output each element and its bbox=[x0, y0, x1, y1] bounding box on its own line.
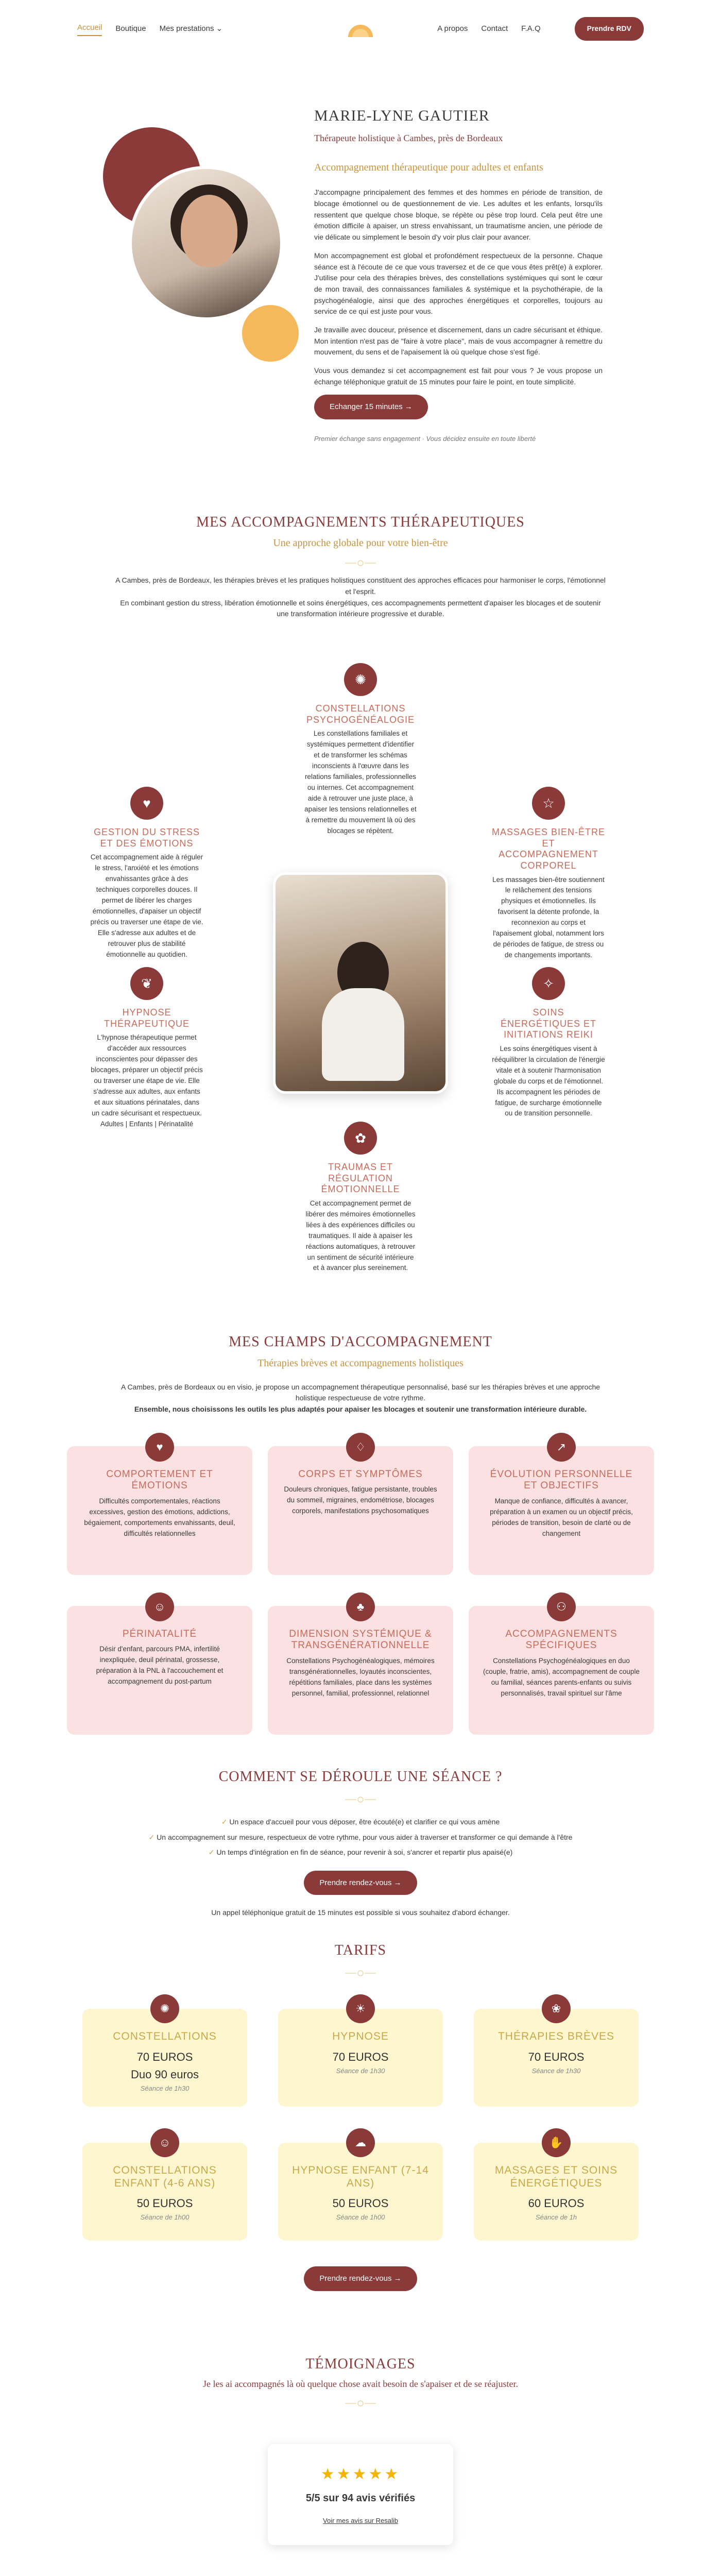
main-nav-left bbox=[77, 22, 222, 36]
sun-icon: ☀ bbox=[346, 1994, 375, 2023]
portrait-photo bbox=[129, 166, 283, 320]
header-rdv-button[interactable]: Prendre RDV bbox=[575, 17, 644, 41]
seance-section bbox=[0, 1735, 721, 1919]
tarif-card bbox=[278, 2136, 443, 2241]
tarif-duration: Séance de 1h00 bbox=[140, 2213, 190, 2221]
seance-steps bbox=[67, 1817, 654, 1858]
acc-card-text: Les constellations familiales et systémiques permettent d'identifier et de transformer les schémas inconscients à l'œuvre dans les relations familiales, professionnelles ou internes. Cet accompagnement aide à retrouver une juste place, à apaiser les tensions relationnelles et à remettre du mouvement là où des blocages se répètent. bbox=[304, 730, 417, 835]
nav-about[interactable]: A propos bbox=[437, 24, 468, 33]
child-icon: ☺ bbox=[150, 2128, 179, 2157]
acc-title: MES ACCOMPAGNEMENTS THÉRAPEUTIQUES bbox=[196, 514, 525, 530]
champ-title: CORPS ET SYMPTÔMES bbox=[298, 1468, 423, 1480]
tarif-duration: Séance de 1h00 bbox=[336, 2213, 385, 2221]
seance-step: ✓ Un accompagnement sur mesure, respectueux de votre rythme, pour vous aider à traverser et transformer ce qui demande à l'être bbox=[67, 1832, 654, 1843]
acc-intro-1: A Cambes, près de Bordeaux, les thérapies brèves et les pratiques holistiques constituent des approches efficaces pour harmoniser le corps, l'émotionnel et l'esprit. bbox=[115, 576, 606, 596]
rating-stars: ★★★★★ bbox=[320, 2465, 401, 2483]
nav-services[interactable] bbox=[160, 23, 223, 35]
hero-paragraph-1: J'accompagne principalement des femmes et des hommes en période de transition, de blocage émotionnel ou de questionnement de vie. Les adultes et les enfants, lorsqu'ils ressentent que quelque chose bloque, se répète ou pèse trop lourd. Cela peut être une émotion difficile à apaiser, un stress envahissant, un traumatisme ancien, une période de vie délicate ou simplement le besoin d'y voir plus clair pour avancer. bbox=[314, 188, 603, 242]
tarif-extra: Duo 90 euros bbox=[130, 2067, 199, 2081]
tarif-name: THÉRAPIES BRÈVES bbox=[497, 2030, 615, 2043]
tarif-card bbox=[278, 2002, 443, 2107]
acc-card-text: Les soins énergétiques visent à rééquilibrer la circulation de l'énergie vitale et à soutenir l'harmonisation globale du corps et de l'émotionnel. Ils accompagnent les périodes de fatigue, de surcharge émotionnelle ou de transition personnelle. bbox=[492, 1044, 605, 1117]
seance-step: ✓ Un espace d'accueil pour vous déposer, être écouté(e) et clarifier ce qui vous amène bbox=[67, 1817, 654, 1828]
acc-card-hypnose[interactable] bbox=[82, 960, 211, 1137]
logo-icon[interactable] bbox=[345, 21, 376, 39]
champ-text: Difficultés comportementales, réactions excessives, gestion des émotions, addictions, bégaiement, comportements envahissants, deuil, difficultés relationnelles bbox=[84, 1497, 235, 1537]
constellation-icon: ✺ bbox=[344, 663, 377, 696]
rating-score: 5/5 sur 94 avis vérifiés bbox=[305, 2493, 416, 2504]
champ-title: ÉVOLUTION PERSONNELLE ET OBJECTIFS bbox=[490, 1468, 633, 1492]
tarif-card bbox=[82, 2002, 247, 2107]
seance-title: COMMENT SE DÉROULE UNE SÉANCE ? bbox=[218, 1768, 503, 1785]
tarif-price: 50 EUROS bbox=[332, 2196, 389, 2210]
acc-card-title: GESTION DU STRESS ET DES ÉMOTIONS bbox=[93, 827, 200, 849]
cloud-icon: ☁ bbox=[346, 2128, 375, 2157]
acc-card-soins[interactable] bbox=[484, 960, 613, 1126]
tarif-name: HYPNOSE bbox=[332, 2030, 389, 2043]
tarifs-section bbox=[0, 1919, 721, 2291]
acc-card-massages[interactable] bbox=[484, 779, 613, 968]
tarif-card bbox=[82, 2136, 247, 2241]
champ-title: DIMENSION SYSTÉMIQUE & TRANSGÉNÉRATIONNELLE bbox=[289, 1628, 432, 1651]
hero-paragraph-4: Vous vous demandez si cet accompagnement est fait pour vous ? Je vous propose un échange téléphonique gratuit de 15 minutes pour faire le point, en toute simplicité. bbox=[314, 366, 603, 386]
tarif-name: HYPNOSE ENFANT (7-14 ANS) bbox=[292, 2164, 429, 2189]
star-icon: ☆ bbox=[532, 787, 565, 820]
nav-services-label: Mes prestations bbox=[159, 24, 214, 33]
hero-text bbox=[314, 104, 603, 511]
tarif-name: MASSAGES ET SOINS ÉNERGÉTIQUES bbox=[494, 2164, 618, 2189]
leaf-icon: ❦ bbox=[130, 967, 163, 1000]
acc-card-text: L'hypnose thérapeutique permet d'accéder aux ressources inconscientes pour dépasser des blocages, préparer un objectif précis ou traverser une étape de vie. Elle s'adresse aux adultes, aux enfants et aux situations périnatales, dans un cadre sécurisant et respectueux. Adultes | Enfants | Périnatalité bbox=[91, 1033, 203, 1128]
champs-title: MES CHAMPS D'ACCOMPAGNEMENT bbox=[229, 1334, 492, 1350]
champ-title: COMPORTEMENT ET ÉMOTIONS bbox=[106, 1468, 213, 1492]
constellation-icon: ✺ bbox=[150, 1994, 179, 2023]
heart-icon: ♥ bbox=[145, 1433, 174, 1462]
tarif-price: 70 EUROS bbox=[528, 2050, 585, 2063]
champ-card bbox=[67, 1440, 252, 1575]
reviews-widget bbox=[268, 2444, 453, 2545]
growth-icon: ↗ bbox=[547, 1433, 576, 1462]
champs-intro-1: A Cambes, près de Bordeaux ou en visio, je propose un accompagnement thérapeutique personnalisé, basé sur les thérapies brèves et une approche holistique respectueuse de votre rythme. bbox=[121, 1382, 600, 1402]
tarif-name: CONSTELLATIONS ENFANT (4-6 ANS) bbox=[113, 2164, 217, 2189]
tarif-card bbox=[474, 2136, 639, 2241]
champs-grid bbox=[67, 1440, 654, 1735]
hero-note: Premier échange sans engagement · Vous décidez ensuite en toute liberté bbox=[314, 434, 536, 443]
hero-name: MARIE-LYNE GAUTIER bbox=[314, 107, 490, 124]
hero-paragraph-3: Je travaille avec douceur, présence et discernement, dans un cadre sécurisant et éthique. Mon intention n'est pas de "faire à votre place", mais de vous accompagner à remettre du mouvement, du sens et de l'apaisement là où quelque chose s'est figé. bbox=[314, 325, 603, 357]
flower-divider-icon bbox=[345, 2399, 376, 2408]
champ-title: PÉRINATALITÉ bbox=[122, 1628, 197, 1639]
acc-card-title: CONSTELLATIONS PSYCHOGÉNÉALOGIE bbox=[306, 703, 415, 725]
heart-hands-icon: ♥ bbox=[130, 787, 163, 820]
accompagnements-section bbox=[0, 511, 721, 620]
chevron-down-icon: ⌄ bbox=[216, 24, 223, 33]
champ-card bbox=[268, 1440, 453, 1575]
acc-intro-2: En combinant gestion du stress, libération émotionnelle et soins énergétiques, ces accompagnements permettent d'apaiser les blocages et de soutenir une transformation intérieure progressive et durable. bbox=[120, 598, 601, 618]
nav-faq[interactable]: F.A.Q bbox=[521, 24, 541, 33]
tarif-duration: Séance de 1h30 bbox=[140, 2084, 190, 2092]
seance-note: Un appel téléphonique gratuit de 15 minutes est possible si vous souhaitez d'abord échanger. bbox=[211, 1908, 510, 1917]
champ-text: Constellations Psychogénéalogiques en duo (couple, fratrie, amis), accompagnement de couple ou familial, séances parents-enfants ou suivis personnalisés, travail spirituel sur l'âme bbox=[483, 1657, 640, 1697]
tarif-price: 50 EUROS bbox=[136, 2196, 193, 2210]
flower-divider-icon bbox=[345, 558, 376, 568]
acc-card-title: SOINS ÉNERGÉTIQUES ET INITIATIONS REIKI bbox=[500, 1007, 597, 1040]
champs-subtitle: Thérapies brèves et accompagnements holistiques bbox=[258, 1357, 464, 1369]
acc-subtitle: Une approche globale pour votre bien-être bbox=[273, 537, 448, 549]
decor-circle-gold bbox=[242, 305, 299, 362]
acc-card-text: Cet accompagnement aide à réguler le stress, l'anxiété et les émotions envahissantes grâce à des techniques corporelles douces. Il permet de libérer les charges émotionnelles, d'apaiser un objectif précis ou traverser une étape de vie. Elle s'adresse aux adultes et de retrouver plus de stabilité émotionnelle au quotidien. bbox=[90, 853, 203, 958]
acc-card-constellations[interactable] bbox=[296, 656, 425, 843]
acc-card-traumas[interactable] bbox=[296, 1114, 425, 1281]
drop-icon: ♢ bbox=[346, 1433, 375, 1462]
acc-intro bbox=[113, 575, 608, 620]
champ-card bbox=[67, 1600, 252, 1735]
energy-icon: ✧ bbox=[532, 967, 565, 1000]
flower-divider-icon bbox=[345, 1795, 376, 1804]
champ-card bbox=[268, 1600, 453, 1735]
seance-rdv-button[interactable]: Prendre rendez-vous → bbox=[304, 1871, 417, 1895]
champ-text: Douleurs chroniques, fatigue persistante, troubles du sommeil, migraines, endométriose, blocages corporels, manifestations psychosomatiques bbox=[284, 1485, 437, 1515]
tarif-price: 60 EUROS bbox=[528, 2196, 585, 2210]
nav-contact[interactable]: Contact bbox=[481, 24, 508, 33]
champ-text: Constellations Psychogénéalogiques, mémoires transgénérationnelles, loyautés inconscientes, répétitions familiales, place dans les systèmes personnel, familial, professionnel, relationnel bbox=[286, 1657, 435, 1697]
champs-intro bbox=[113, 1382, 608, 1415]
flower-divider-icon bbox=[345, 1969, 376, 1978]
hero-section bbox=[0, 58, 721, 511]
main-nav-right bbox=[437, 17, 644, 41]
tree-icon: ♣ bbox=[346, 1592, 375, 1621]
baby-icon: ☺ bbox=[145, 1592, 174, 1621]
nav-shop[interactable]: Boutique bbox=[115, 24, 146, 33]
hero-call-button[interactable]: Echanger 15 minutes → bbox=[314, 395, 428, 419]
champ-card bbox=[469, 1600, 654, 1735]
acc-card-text: Les massages bien-être soutiennent le relâchement des tensions physiques et émotionnelles. Ils favorisent la détente profonde, la reconnexion au corps et l'apaisement global, notamment lors de périodes de fatigue, de stress ou de changements importants. bbox=[492, 875, 605, 959]
nav-home[interactable]: Accueil bbox=[77, 22, 102, 36]
temoignages-section bbox=[0, 2291, 721, 2545]
flower-icon: ✿ bbox=[344, 1122, 377, 1155]
acc-card-title: HYPNOSE THÉRAPEUTIQUE bbox=[104, 1007, 190, 1029]
users-icon: ⚇ bbox=[547, 1592, 576, 1621]
acc-card-text: Cet accompagnement permet de libérer des mémoires émotionnelles liées à des expériences difficiles ou traumatiques. Il aide à apaiser les réactions automatiques, à retrouver un sentiment de sécurité intérieure et à avancer plus sereinement. bbox=[305, 1199, 416, 1272]
tarif-duration: Séance de 1h bbox=[535, 2213, 577, 2221]
hero-heading: Accompagnement thérapeutique pour adultes et enfants bbox=[314, 162, 543, 174]
site-header bbox=[0, 0, 721, 58]
tarif-duration: Séance de 1h30 bbox=[336, 2066, 385, 2075]
hero-image-group bbox=[108, 104, 283, 413]
hands-icon: ✋ bbox=[542, 2128, 571, 2157]
acc-card-stress[interactable] bbox=[82, 779, 211, 967]
champ-text: Manque de confiance, difficultés à avancer, préparation à un examen ou un objectif précis, périodes de transition, besoin de clarté ou de changement bbox=[490, 1497, 633, 1537]
tarifs-grid bbox=[67, 2002, 654, 2241]
champs-section bbox=[0, 1310, 721, 1734]
hero-paragraph-2: Mon accompagnement est global et profondément respectueux de la personne. Chaque séance est à l'écoute de ce que vous traversez et de ce que vous êtes prêt(e) à explorer. J'utilise pour cela des thérapies brèves, des constellations systémiques qui sont le cœur de mon travail, des connaissances familiales & systémique et la psychothérapie, de la psychogénéalogie, ainsi que des approches énergétiques et corporelles, toujours au service de ce qui est juste pour vous. bbox=[314, 251, 603, 316]
champ-text: Désir d'enfant, parcours PMA, infertilité inexpliquée, deuil périnatal, grossesse, préparation à la PNL à l'accouchement et accompagnement du post-partum bbox=[96, 1645, 224, 1686]
hero-subtitle: Thérapeute holistique à Cambes, près de Bordeaux bbox=[314, 132, 503, 143]
tarif-name: CONSTELLATIONS bbox=[113, 2030, 217, 2043]
tarifs-title: TARIFS bbox=[334, 1942, 387, 1958]
temo-subtitle: Je les ai accompagnés là où quelque chose avait besoin de s'apaiser et de se réajuster. bbox=[202, 2379, 518, 2389]
seance-step: ✓ Un temps d'intégration en fin de séance, pour revenir à soi, s'ancrer et repartir plus apaisé(e) bbox=[67, 1847, 654, 1858]
tarif-price: 70 EUROS bbox=[332, 2050, 389, 2063]
therapy-session-photo bbox=[273, 872, 448, 1094]
champ-card bbox=[469, 1440, 654, 1575]
tarif-price: 70 EUROS bbox=[136, 2050, 193, 2063]
tarifs-cta-wrap bbox=[67, 2266, 654, 2291]
acc-card-title: MASSAGES BIEN-ÊTRE ET ACCOMPAGNEMENT CORPOREL bbox=[491, 827, 606, 871]
lotus-icon: ❀ bbox=[542, 1994, 571, 2023]
tarif-duration: Séance de 1h30 bbox=[531, 2066, 581, 2075]
reviews-link[interactable]: Voir mes avis sur Resalib bbox=[323, 2517, 398, 2525]
tarifs-rdv-button[interactable]: Prendre rendez-vous → bbox=[304, 2266, 417, 2291]
champs-intro-2: Ensemble, nous choisissons les outils les plus adaptés pour apaiser les blocages et soutenir une transformation intérieure durable. bbox=[134, 1404, 587, 1413]
acc-card-title: TRAUMAS ET RÉGULATION ÉMOTIONNELLE bbox=[321, 1162, 400, 1195]
acc-cards bbox=[0, 640, 721, 1310]
champ-title: ACCOMPAGNEMENTS SPÉCIFIQUES bbox=[505, 1628, 617, 1651]
temo-title: TÉMOIGNAGES bbox=[305, 2355, 416, 2372]
tarif-card bbox=[474, 2002, 639, 2107]
